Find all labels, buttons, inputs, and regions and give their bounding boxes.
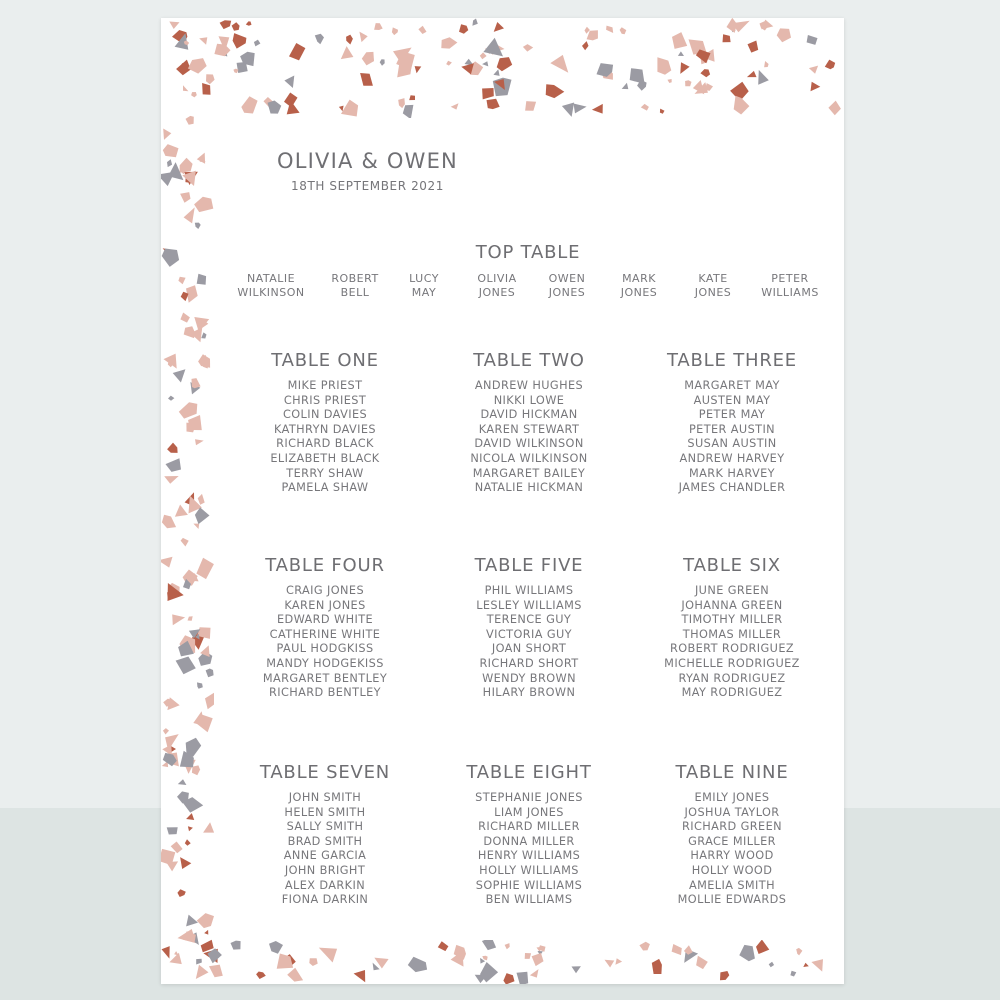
confetti-chip <box>197 274 206 285</box>
confetti-chip <box>700 69 710 77</box>
confetti-chip <box>652 959 662 974</box>
confetti-chip <box>409 95 415 100</box>
confetti-chip <box>397 62 412 78</box>
confetti-chip <box>162 515 176 528</box>
confetti-chip <box>201 940 214 953</box>
confetti-chip <box>441 37 457 48</box>
table-seven <box>225 762 425 908</box>
table-title: TABLE NINE <box>675 762 789 783</box>
top-table-guests <box>231 272 831 302</box>
table-title: TABLE FOUR <box>265 555 385 576</box>
confetti-chip <box>180 192 190 203</box>
top-table-guest: MARK JONES <box>620 272 658 299</box>
guest-name: EDWARD WHITE <box>276 613 374 627</box>
confetti-chip <box>622 83 629 89</box>
confetti-chip <box>720 971 729 980</box>
confetti-chip <box>480 52 487 59</box>
confetti-chip <box>630 68 645 84</box>
guest-name: ELIZABETH BLACK <box>270 451 380 465</box>
confetti-chip <box>188 616 193 620</box>
confetti-chip <box>777 28 791 42</box>
confetti-chip <box>446 61 452 66</box>
confetti-chip <box>206 74 215 84</box>
guest-name: RICHARD BLACK <box>276 437 374 451</box>
confetti-chip <box>482 956 487 961</box>
confetti-chip <box>523 44 533 52</box>
confetti-chip <box>254 40 261 47</box>
confetti-chip <box>582 41 589 50</box>
confetti-chip <box>186 423 196 433</box>
top-table-guest: ROBERT BELL <box>331 272 379 299</box>
top-table-guest: OLIVIA JONES <box>477 272 517 299</box>
table-title: TABLE THREE <box>667 350 797 371</box>
confetti-chip <box>186 915 198 927</box>
table-five <box>429 555 629 701</box>
confetti-chip <box>178 277 185 284</box>
guest-name: CHRIS PRIEST <box>283 393 367 407</box>
confetti-chip <box>398 98 405 108</box>
confetti-chip <box>727 18 737 33</box>
confetti-chip <box>482 88 494 99</box>
confetti-chip <box>764 61 769 67</box>
guest-name: DONNA MILLER <box>483 834 575 848</box>
confetti-chip <box>660 109 665 114</box>
guest-name: HOLLY WOOD <box>691 863 773 877</box>
guest-name: RICHARD GREEN <box>682 820 782 834</box>
confetti-chip <box>550 55 568 73</box>
guest-name: HOLLY WILLIAMS <box>479 863 579 877</box>
confetti-chip <box>525 101 536 111</box>
guest-name: PAUL HODGKISS <box>276 642 374 656</box>
table-one <box>225 350 425 496</box>
guest-name: RICHARD BENTLEY <box>268 686 381 700</box>
guest-name: KATHRYN DAVIES <box>274 422 376 436</box>
top-table-guest: LUCY MAY <box>409 272 439 299</box>
table-title: TABLE SEVEN <box>259 762 391 783</box>
guest-name: PHIL WILLIAMS <box>484 584 574 597</box>
confetti-chip <box>163 728 169 734</box>
confetti-chip <box>173 369 186 382</box>
confetti-chip <box>790 971 796 977</box>
confetti-chip <box>748 41 759 53</box>
confetti-chip <box>319 948 337 963</box>
confetti-chip <box>207 948 222 963</box>
confetti-chip <box>418 26 426 34</box>
guest-name: COLIN DAVIES <box>282 408 368 422</box>
guest-name: JOHANNA GREEN <box>681 598 783 612</box>
guest-name: MARGARET BAILEY <box>472 466 586 480</box>
guest-name: ANDREW HUGHES <box>474 379 584 392</box>
guest-name: TERENCE GUY <box>486 613 572 627</box>
confetti-chip <box>172 614 185 625</box>
confetti-chip <box>803 963 809 967</box>
confetti-chip <box>487 99 500 109</box>
confetti-chip <box>505 943 510 949</box>
confetti-chip <box>202 83 210 95</box>
confetti-chip <box>178 779 187 785</box>
confetti-chip <box>196 965 209 979</box>
guest-name: MOLLIE EDWARDS <box>677 893 787 907</box>
guest-name: PETER MAY <box>698 408 766 422</box>
table-eight <box>429 762 629 908</box>
guest-name: EMILY JONES <box>694 791 770 804</box>
confetti-chip <box>758 70 769 85</box>
confetti-chip <box>309 958 317 966</box>
guest-name: ALEX DARKIN <box>284 878 366 892</box>
guest-name: HARRY WOOD <box>690 849 774 863</box>
confetti-chip <box>606 26 613 33</box>
confetti-chip <box>756 940 769 955</box>
confetti-chip <box>233 33 247 49</box>
confetti-chip <box>167 443 178 453</box>
confetti-chip <box>181 538 189 547</box>
confetti-chip <box>177 889 185 897</box>
confetti-chip <box>811 959 823 972</box>
guest-name: JUNE GREEN <box>694 584 770 597</box>
guest-name: HILARY BROWN <box>482 686 576 700</box>
confetti-chip <box>197 913 214 928</box>
confetti-chip <box>532 953 544 966</box>
confetti-chip <box>672 32 687 49</box>
guest-name: MARGARET MAY <box>684 379 780 392</box>
confetti-chip <box>809 66 818 74</box>
guest-name: JOSHUA TAYLOR <box>684 805 780 819</box>
guest-name: NATALIE HICKMAN <box>474 481 584 495</box>
confetti-chip <box>169 22 179 30</box>
guest-name: MAY RODRIGUEZ <box>681 686 783 700</box>
guest-name: JOHN BRIGHT <box>284 863 366 877</box>
confetti-chip <box>193 524 199 529</box>
confetti-chip <box>592 104 603 114</box>
guest-name: STEPHANIE JONES <box>475 791 583 804</box>
confetti-chip <box>459 24 468 34</box>
confetti-chip <box>359 32 367 42</box>
top-table-guest: NATALIE WILKINSON <box>237 272 305 299</box>
confetti-chip <box>574 104 587 114</box>
confetti-chip <box>289 43 305 60</box>
confetti-chip <box>392 27 398 35</box>
confetti-chip <box>193 711 205 726</box>
confetti-chip <box>825 60 835 70</box>
table-two <box>429 350 629 496</box>
guest-name: DAVID HICKMAN <box>480 408 578 422</box>
guest-name: MARGARET BENTLEY <box>262 671 388 685</box>
confetti-chip <box>620 27 627 34</box>
guest-name: MARK HARVEY <box>689 466 775 480</box>
confetti-chip <box>196 558 214 579</box>
confetti-chip <box>196 959 202 965</box>
confetti-chip <box>162 249 179 267</box>
guest-name: MANDY HODGEKISS <box>266 656 384 670</box>
confetti-chip <box>232 22 240 31</box>
confetti-chip <box>179 402 198 418</box>
confetti-chip <box>503 973 514 984</box>
table-title: TABLE TWO <box>473 350 585 371</box>
confetti-chip <box>685 80 691 86</box>
confetti-chip <box>723 34 731 42</box>
table-three <box>632 350 832 496</box>
confetti-chip <box>203 822 214 832</box>
guest-name: RYAN RODRIGUEZ <box>678 671 786 685</box>
guest-name: KAREN STEWART <box>478 422 580 436</box>
guest-name: GRACE MILLER <box>688 834 776 848</box>
confetti-chip <box>408 957 427 972</box>
confetti-chip <box>641 104 649 111</box>
confetti-chip <box>162 946 170 959</box>
confetti-chip <box>680 62 689 74</box>
confetti-chip <box>284 93 298 108</box>
confetti-chip <box>380 59 385 66</box>
confetti-chip <box>605 960 615 968</box>
table-six <box>632 555 832 701</box>
confetti-chip <box>415 66 422 73</box>
confetti-chip <box>497 57 513 71</box>
confetti-chip <box>269 941 283 954</box>
guest-name: SOPHIE WILLIAMS <box>475 878 583 892</box>
confetti-chip <box>237 62 248 73</box>
table-title: TABLE ONE <box>271 350 379 371</box>
confetti-chip <box>161 557 173 568</box>
confetti-chip <box>472 19 477 26</box>
confetti-chip <box>360 73 373 86</box>
confetti-chip <box>828 101 841 116</box>
confetti-chip <box>191 92 197 97</box>
confetti-chip <box>209 965 223 978</box>
confetti-chip <box>705 83 713 91</box>
guest-name: RICHARD MILLER <box>478 820 580 834</box>
confetti-chip <box>639 942 650 951</box>
guest-name: NICOLA WILKINSON <box>470 451 588 465</box>
confetti-chip <box>183 85 188 91</box>
confetti-chip <box>494 22 504 32</box>
confetti-chip <box>374 23 383 30</box>
confetti-chip <box>587 30 598 40</box>
confetti-chip <box>192 765 200 775</box>
guest-name: LESLEY WILLIAMS <box>476 598 582 612</box>
confetti-chip <box>195 439 204 445</box>
confetti-chip <box>769 962 774 968</box>
confetti-chip <box>176 657 196 675</box>
confetti-chip <box>615 958 622 964</box>
guest-name: JAMES CHANDLER <box>678 481 786 495</box>
confetti-chip <box>206 669 214 678</box>
confetti-chip <box>199 37 207 45</box>
confetti-chip <box>546 84 565 98</box>
confetti-chip <box>346 35 353 45</box>
confetti-chip <box>201 332 206 338</box>
guest-name: JOAN SHORT <box>491 642 567 656</box>
confetti-chip <box>585 27 590 34</box>
confetti-chip <box>185 839 191 846</box>
confetti-chip <box>672 944 682 955</box>
guest-name: CRAIG JONES <box>285 584 365 597</box>
guest-name: TERRY SHAW <box>286 466 364 480</box>
confetti-chip <box>811 82 821 91</box>
confetti-chip <box>214 44 230 57</box>
confetti-chip <box>167 827 178 834</box>
confetti-chip <box>186 116 194 125</box>
confetti-chip <box>180 313 190 323</box>
confetti-chip <box>734 96 750 115</box>
guest-name: DAVID WILKINSON <box>474 437 584 451</box>
guest-name: LIAM JONES <box>494 805 564 819</box>
top-table-guest: OWEN JONES <box>548 272 586 299</box>
guest-name: ROBERT RODRIGUEZ <box>669 642 795 656</box>
confetti-chip <box>184 207 195 223</box>
confetti-chip <box>168 396 174 401</box>
confetti-chip <box>354 970 366 982</box>
confetti-chip <box>167 697 179 710</box>
confetti-chip <box>657 57 671 74</box>
guest-name: HENRY WILLIAMS <box>477 849 581 863</box>
table-title: TABLE FIVE <box>474 555 584 576</box>
guest-name: FIONA DARKIN <box>281 893 369 907</box>
confetti-chip <box>175 505 188 517</box>
confetti-chip <box>747 71 757 77</box>
confetti-chip <box>341 100 358 117</box>
confetti-chip <box>667 79 671 83</box>
guest-name: PAMELA SHAW <box>281 481 369 495</box>
confetti-chip <box>171 842 183 854</box>
guest-name: CATHERINE WHITE <box>269 627 381 641</box>
top-table-guest: KATE JONES <box>694 272 732 299</box>
guest-name: TIMOTHY MILLER <box>681 613 783 627</box>
table-title: TABLE EIGHT <box>466 762 592 783</box>
confetti-chip <box>315 34 324 45</box>
confetti-chip <box>739 945 755 961</box>
confetti-chip <box>525 953 531 959</box>
wedding-date: 18TH SEPTEMBER 2021 <box>290 179 445 193</box>
confetti-chip <box>204 930 208 935</box>
confetti-chip <box>246 21 252 25</box>
guest-name: NIKKI LOWE <box>493 393 565 407</box>
confetti-chip <box>562 103 574 117</box>
guest-name: VICTORIA GUY <box>486 627 572 641</box>
confetti-chip <box>164 476 179 484</box>
guest-name: PETER AUSTIN <box>688 422 776 436</box>
confetti-chip <box>493 69 499 76</box>
guest-name: AUSTEN MAY <box>693 393 771 407</box>
confetti-chip <box>341 46 354 59</box>
confetti-chip <box>438 941 449 951</box>
confetti-chip <box>163 129 171 140</box>
guest-name: MICHELLE RODRIGUEZ <box>664 656 800 670</box>
guest-name: WENDY BROWN <box>482 671 576 685</box>
confetti-chip <box>166 458 182 472</box>
confetti-chip <box>183 931 196 942</box>
confetti-chip <box>339 106 344 112</box>
guest-name: MIKE PRIEST <box>287 379 363 392</box>
confetti-chip <box>198 494 205 505</box>
table-four <box>225 555 425 701</box>
table-title: TABLE SIX <box>683 555 781 576</box>
confetti-chip <box>195 223 201 229</box>
table-nine <box>632 762 832 908</box>
guest-name: ANNE GARCIA <box>283 849 367 863</box>
guest-name: RICHARD SHORT <box>479 656 579 670</box>
confetti-chip <box>362 52 374 66</box>
top-table-guest: PETER WILLIAMS <box>761 272 819 299</box>
guest-name: ANDREW HARVEY <box>679 451 785 465</box>
couple-names: OLIVIA & OWEN <box>277 149 458 173</box>
guest-name: KAREN JONES <box>284 598 366 612</box>
guest-name: HELEN SMITH <box>284 805 366 819</box>
confetti-chip <box>188 826 193 831</box>
confetti-chip <box>696 956 708 969</box>
confetti-chip <box>517 972 529 984</box>
guest-name: SUSAN AUSTIN <box>687 437 777 451</box>
confetti-chip <box>231 941 241 950</box>
confetti-chip <box>807 35 818 45</box>
guest-name: THOMAS MILLER <box>682 627 782 641</box>
confetti-chip <box>241 96 257 113</box>
guest-name: BRAD SMITH <box>287 834 363 848</box>
confetti-chip <box>530 969 539 978</box>
confetti-chip <box>287 968 303 982</box>
confetti-chip <box>678 51 684 56</box>
confetti-chip <box>796 948 802 956</box>
confetti-chip <box>451 103 459 109</box>
guest-name: AMELIA SMITH <box>688 878 775 892</box>
confetti-chip <box>186 813 194 820</box>
confetti-chip <box>180 857 191 869</box>
confetti-chip <box>192 378 201 388</box>
confetti-chip <box>572 966 581 973</box>
confetti-chip <box>194 197 213 212</box>
confetti-chip <box>256 972 266 980</box>
confetti-chip <box>482 61 488 66</box>
guest-name: BEN WILLIAMS <box>485 893 573 907</box>
guest-name: SALLY SMITH <box>286 820 364 834</box>
confetti-chip <box>197 682 203 688</box>
confetti-chip <box>284 76 294 89</box>
guest-name: JOHN SMITH <box>288 791 362 804</box>
top-table-title: TOP TABLE <box>475 242 581 263</box>
confetti-chip <box>268 101 282 114</box>
confetti-chip <box>195 507 210 524</box>
confetti-chip <box>220 20 232 29</box>
confetti-chip <box>188 58 207 74</box>
